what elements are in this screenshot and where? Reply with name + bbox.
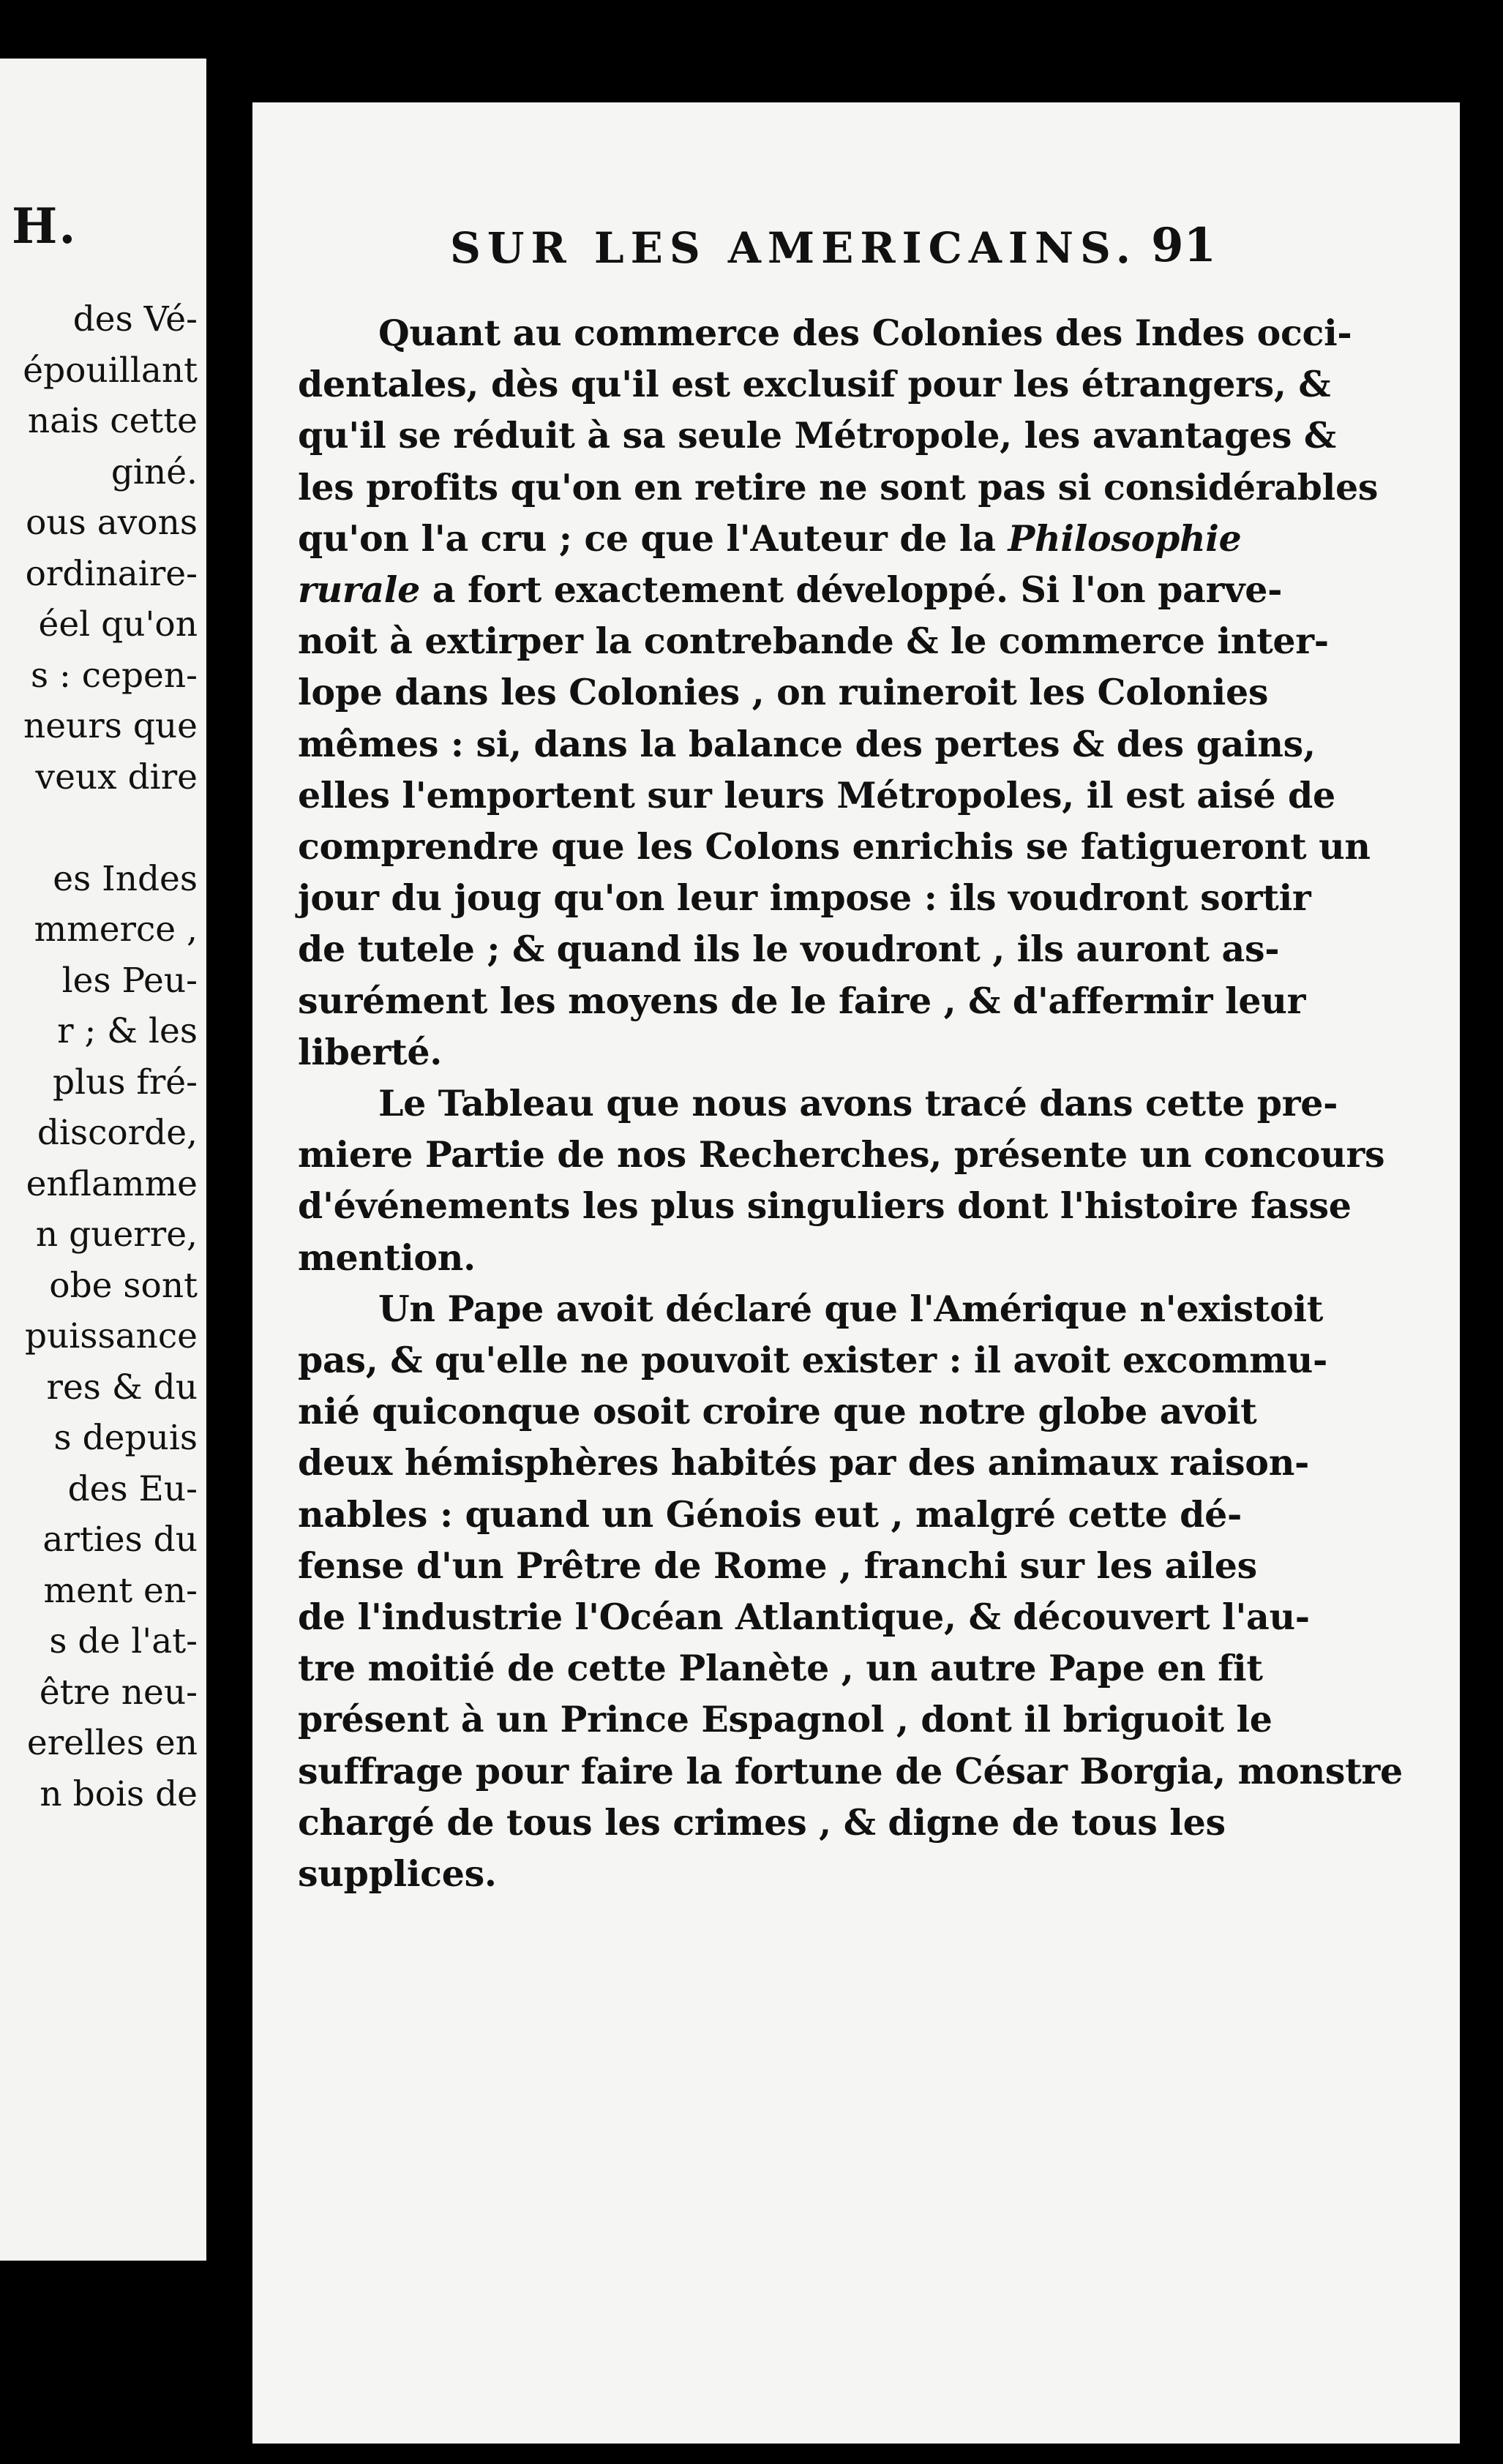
left-text-line: être neu- [39, 1672, 198, 1713]
left-text-line: des Eu- [67, 1468, 198, 1509]
text-line: de tutele ; & quand ils le voudront , ils auront as- [298, 928, 1280, 971]
left-text-line: des Vé- [72, 299, 198, 339]
text-line: dentales, dès qu'il est exclusif pour les étrangers, & [298, 363, 1331, 406]
text-line: liberté. [298, 1030, 442, 1073]
right-page [252, 102, 1460, 2444]
running-title: SUR LES AMERICAINS. [450, 223, 1137, 273]
text-line: noit à extirper la contrebande & le commerce inter- [298, 620, 1329, 663]
text-line: nié quiconque osoit croire que notre globe avoit [298, 1390, 1257, 1433]
left-text-line: veux dire [35, 756, 198, 797]
paragraph [298, 307, 1379, 1078]
left-text-line: s : cepen- [30, 655, 198, 696]
text-line: d'événements les plus singuliers dont l'histoire fasse [298, 1184, 1352, 1228]
text-line: surément les moyens de le faire , & d'affermir leur [298, 979, 1306, 1022]
text-line: tre moitié de cette Planète , un autre Pape en fit [298, 1647, 1263, 1690]
left-page-fragment [0, 59, 206, 2261]
text-line: deux hémisphères habités par des animaux raison- [298, 1441, 1310, 1484]
paragraph [298, 1283, 1403, 1899]
left-text-line: épouillant [23, 350, 198, 391]
left-text-line: obe sont [49, 1265, 198, 1306]
left-text-line: ment en- [43, 1570, 198, 1611]
text-line: elles l'emportent sur leurs Métropoles, il est aisé de [298, 773, 1335, 816]
text-line: nables : quand un Génois eut , malgré cette dé- [298, 1492, 1242, 1536]
left-text-line: giné. [110, 451, 198, 492]
left-text-line: ous avons [26, 503, 198, 543]
text-line: les profits qu'on en retire ne sont pas si considérables [298, 465, 1379, 508]
left-text-line: arties du [42, 1520, 198, 1560]
text-line: mêmes : si, dans la balance des pertes & des gains, [298, 722, 1316, 765]
left-page-text [23, 294, 198, 1819]
left-text-line: s depuis [53, 1418, 198, 1458]
text-line: fense d'un Prêtre de Rome , franchi sur les ailes [298, 1544, 1257, 1587]
left-text-line: r ; & les [57, 1011, 198, 1051]
left-text-line: ordinaire- [25, 553, 198, 594]
left-text-line [23, 803, 198, 854]
left-text-line: res & du [46, 1367, 198, 1408]
text-line: présent à un Prince Espagnol , dont il briguoit le [298, 1698, 1273, 1741]
text-line: Un Pape avoit déclaré que l'Amérique n'existoit [378, 1287, 1324, 1330]
page-number: 91 [1151, 218, 1217, 273]
left-text-line: s de l'at- [49, 1621, 198, 1661]
left-text-line: puissance [24, 1316, 198, 1356]
left-text-line: neurs que [23, 706, 198, 746]
left-text-line: mmerce , [34, 909, 198, 950]
text-line: qu'il se réduit à sa seule Métropole, les avantages & [298, 414, 1336, 457]
text-line: mention. [298, 1236, 476, 1279]
left-text-line: plus fré- [52, 1062, 198, 1103]
text-line: suffrage pour faire la fortune de César Borgia, monstre [298, 1749, 1403, 1792]
text-line: de l'industrie l'Océan Atlantique, & découvert l'au- [298, 1596, 1310, 1639]
left-text-line: es Indes [53, 858, 198, 899]
left-text-line: nais cette [27, 401, 198, 441]
text-line: pas, & qu'elle ne pouvoit exister : il avoit excommu- [298, 1339, 1328, 1382]
left-text-line: enflamme [26, 1163, 198, 1204]
left-text-line: discorde, [37, 1113, 198, 1153]
body-text [298, 307, 1403, 1899]
left-page-header: H. [12, 198, 78, 255]
text-line: miere Partie de nos Recherches, présente un concours [298, 1133, 1385, 1176]
text-line: comprendre que les Colons enrichis se fatigueront un [298, 825, 1371, 868]
paragraph [298, 1078, 1385, 1283]
text-line: chargé de tous les crimes , & digne de tous les [298, 1800, 1226, 1844]
left-text-line: n bois de [40, 1773, 198, 1814]
left-text-line: les Peu- [61, 960, 198, 1001]
text-line: supplices. [298, 1852, 497, 1896]
text-line: jour du joug qu'on leur impose : ils voudront sortir [298, 876, 1311, 920]
text-line: Quant au commerce des Colonies des Indes occi- [378, 312, 1352, 354]
left-text-line: n guerre, [35, 1214, 198, 1255]
left-text-line: erelles en [26, 1723, 198, 1763]
text-line: qu'on l'a cru ; ce que l'Auteur de la Philosophie [298, 517, 1242, 560]
left-text-line: éel qu'on [38, 604, 198, 645]
text-line: rurale a fort exactement développé. Si l'on parve- [298, 568, 1283, 612]
text-line: Le Tableau que nous avons tracé dans cette pre- [378, 1082, 1338, 1125]
text-line: lope dans les Colonies , on ruineroit les Colonies [298, 671, 1269, 714]
